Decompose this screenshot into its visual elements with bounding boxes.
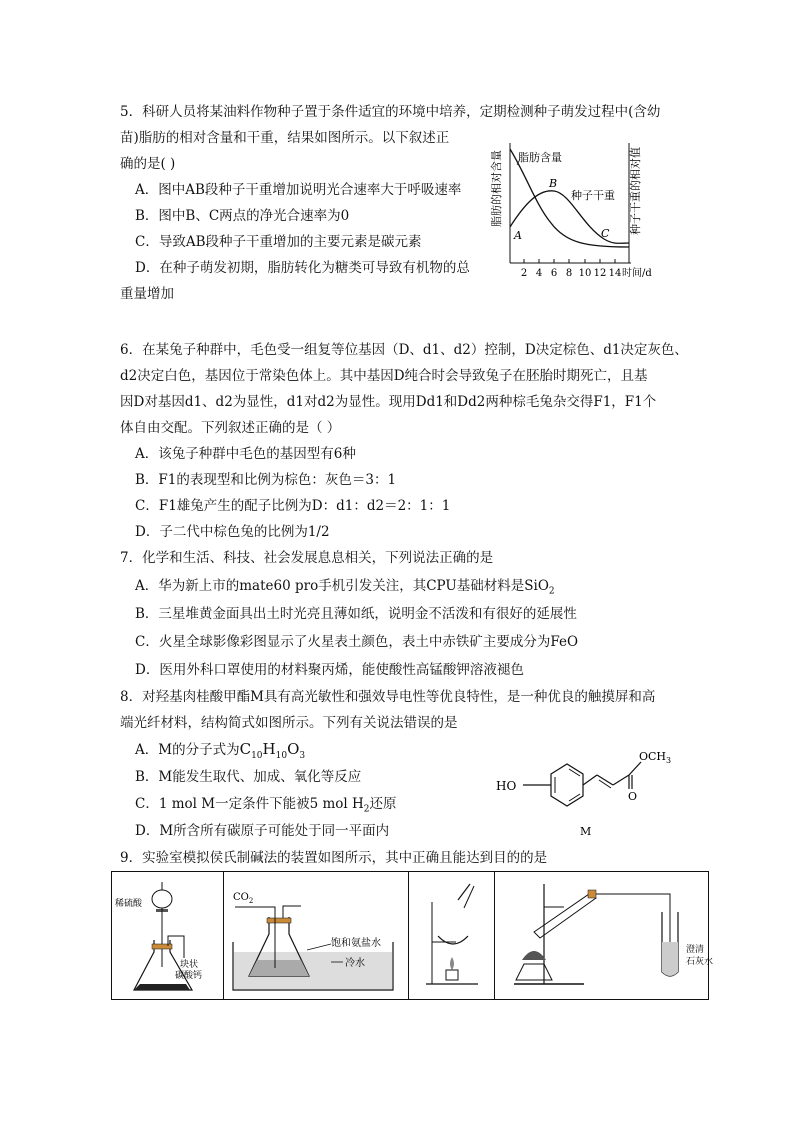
q9-panel-1 <box>112 872 224 999</box>
q5-option-b: B．图中B、C两点的净光合速率为0 <box>135 208 350 224</box>
q8-formula: $C_{10}H_{10}O_3$ <box>239 740 306 761</box>
q7-option-b: B．三星堆黄金面具出土时光亮且薄如纸，说明金不活泼和有很好的延展性 <box>135 606 577 622</box>
q9-water-label: 冷水 <box>345 958 365 969</box>
q5-stem-line2: 苗)脂肪的相对含量和干重，结果如图所示。以下叙述正 <box>120 130 450 146</box>
q8-stem-line1: 8．对羟基肉桂酸甲酯M具有高光敏性和强效导电性等优良特性，是一种优良的触摸屏和高 <box>120 689 656 705</box>
q5-point-a: A <box>514 229 522 242</box>
q5-tick-6: 6 <box>550 268 558 279</box>
q5-stem-line1: 5．科研人员将某油料作物种子置于条件适宜的环境中培养，定期检测种子萌发过程中(含幼 <box>120 104 661 120</box>
q5-graph <box>486 135 661 285</box>
q5-left-axis-label: 脂肪的相对含量 <box>490 150 503 227</box>
q8-structure <box>493 742 698 838</box>
q9-limewater-label-1: 澄清 <box>686 945 705 955</box>
q8-option-d: D．M所含所有碳原子可能处于同一平面内 <box>135 823 390 839</box>
q5-xlabel: 时间/d <box>622 268 652 279</box>
q9-apparatus-figure <box>111 871 714 1000</box>
q9-brine-label: 饱和氨盐水 <box>331 938 381 949</box>
q7-option-c: C．火星全球影像彩图显示了火星表土颜色，表土中赤铁矿主要成分为FeO <box>135 634 579 650</box>
q5-tick-12: 12 <box>593 268 607 279</box>
q9-limewater-label-2: 石灰水 <box>686 957 714 967</box>
q8-option-b: B．M能发生取代、加成、氧化等反应 <box>135 769 362 785</box>
q9-solid-label-2: 碳酸钙 <box>175 971 203 981</box>
q8-m-label: M <box>580 825 592 838</box>
q9-stem: 9．实验室模拟侯氏制碱法的装置如图所示，其中正确且能达到目的的是 <box>120 850 548 866</box>
q6-option-c: C．F1雄兔产生的配子比例为D：d1：d2＝2：1：1 <box>135 498 451 514</box>
q8-option-c: C．1 mol M一定条件下能被5 mol $H_2$还原 <box>135 796 397 815</box>
q5-option-c: C．导致AB段种子干重增加的主要元素是碳元素 <box>135 234 422 250</box>
q9-solid-label-1: 块状 <box>180 960 199 970</box>
q5-option-d-line1: D．在种子萌发初期，脂肪转化为糖类可导致有机物的总 <box>135 260 470 276</box>
q6-stem-line3: 因D对基因d1、d2为显性，d1对d2为显性。现用Dd1和Dd2两种棕毛兔杂交得F1，F1个 <box>120 394 657 410</box>
q5-tick-14: 14 <box>608 268 622 279</box>
q9-panel-2 <box>223 872 409 999</box>
q5-right-axis-label: 种子干重的相对值 <box>629 147 642 235</box>
q5-stem-line3: 确的是( ) <box>120 156 176 172</box>
q5-tick-8: 8 <box>565 268 573 279</box>
q9-acid-label: 稀硫酸 <box>115 899 143 909</box>
q9-panel-3 <box>408 872 495 999</box>
stopper-icon <box>152 944 172 949</box>
q5-dry-weight-label: 种子干重 <box>571 189 615 202</box>
q6-option-a: A．该兔子种群中毛色的基因型有6种 <box>135 446 356 462</box>
q5-point-c: C <box>601 227 610 240</box>
q7-option-a: A．华为新上市的mate60 pro手机引发关注，其CPU基础材料是SiO$_2$ <box>135 578 555 597</box>
q7-option-d: D．医用外科口罩使用的材料聚丙烯，能使酸性高锰酸钾溶液褪色 <box>135 662 524 678</box>
q7-stem: 7．化学和生活、科技、社会发展息息相关，下列说法正确的是 <box>120 550 494 566</box>
q5-point-b: B <box>549 177 558 190</box>
q5-tick-4: 4 <box>535 268 543 279</box>
q6-option-d: D．子二代中棕色兔的比例为1/2 <box>135 524 330 540</box>
q8-och3-label: $OCH_3$ <box>639 750 672 765</box>
q5-tick-10: 10 <box>578 268 592 279</box>
q8-ho-label: HO <box>496 779 517 793</box>
q6-stem-line1: 6．在某兔子种群中，毛色受一组复等位基因（D、d1、d2）控制，D决定棕色、d1决定灰色、 <box>120 342 688 358</box>
q9-co2-label: $CO_2$ <box>233 892 254 905</box>
q9-panel-4 <box>494 872 714 999</box>
q6-stem-line4: 体自由交配。下列叙述正确的是（ ） <box>120 420 341 436</box>
q5-option-d-line2: 重量增加 <box>120 286 174 302</box>
q5-option-a: A．图中AB段种子干重增加说明光合速率大于呼吸速率 <box>135 182 462 198</box>
q5-fat-label: 脂肪含量 <box>518 151 562 164</box>
q6-option-b: B．F1的表现型和比例为棕色：灰色＝3：1 <box>135 472 397 488</box>
q8-option-a: A．M的分子式为$C_{10}H_{10}O_3$ <box>135 740 306 761</box>
q5-tick-2: 2 <box>520 268 528 279</box>
q6-stem-line2: d2决定白色，基因位于常染色体上。其中基因D纯合时会导致兔子在胚胎时期死亡，且基 <box>120 368 648 384</box>
q8-stem-line2: 端光纤材料，结构简式如图所示。下列有关说法错误的是 <box>120 715 458 731</box>
q8-o-label: O <box>628 790 638 803</box>
